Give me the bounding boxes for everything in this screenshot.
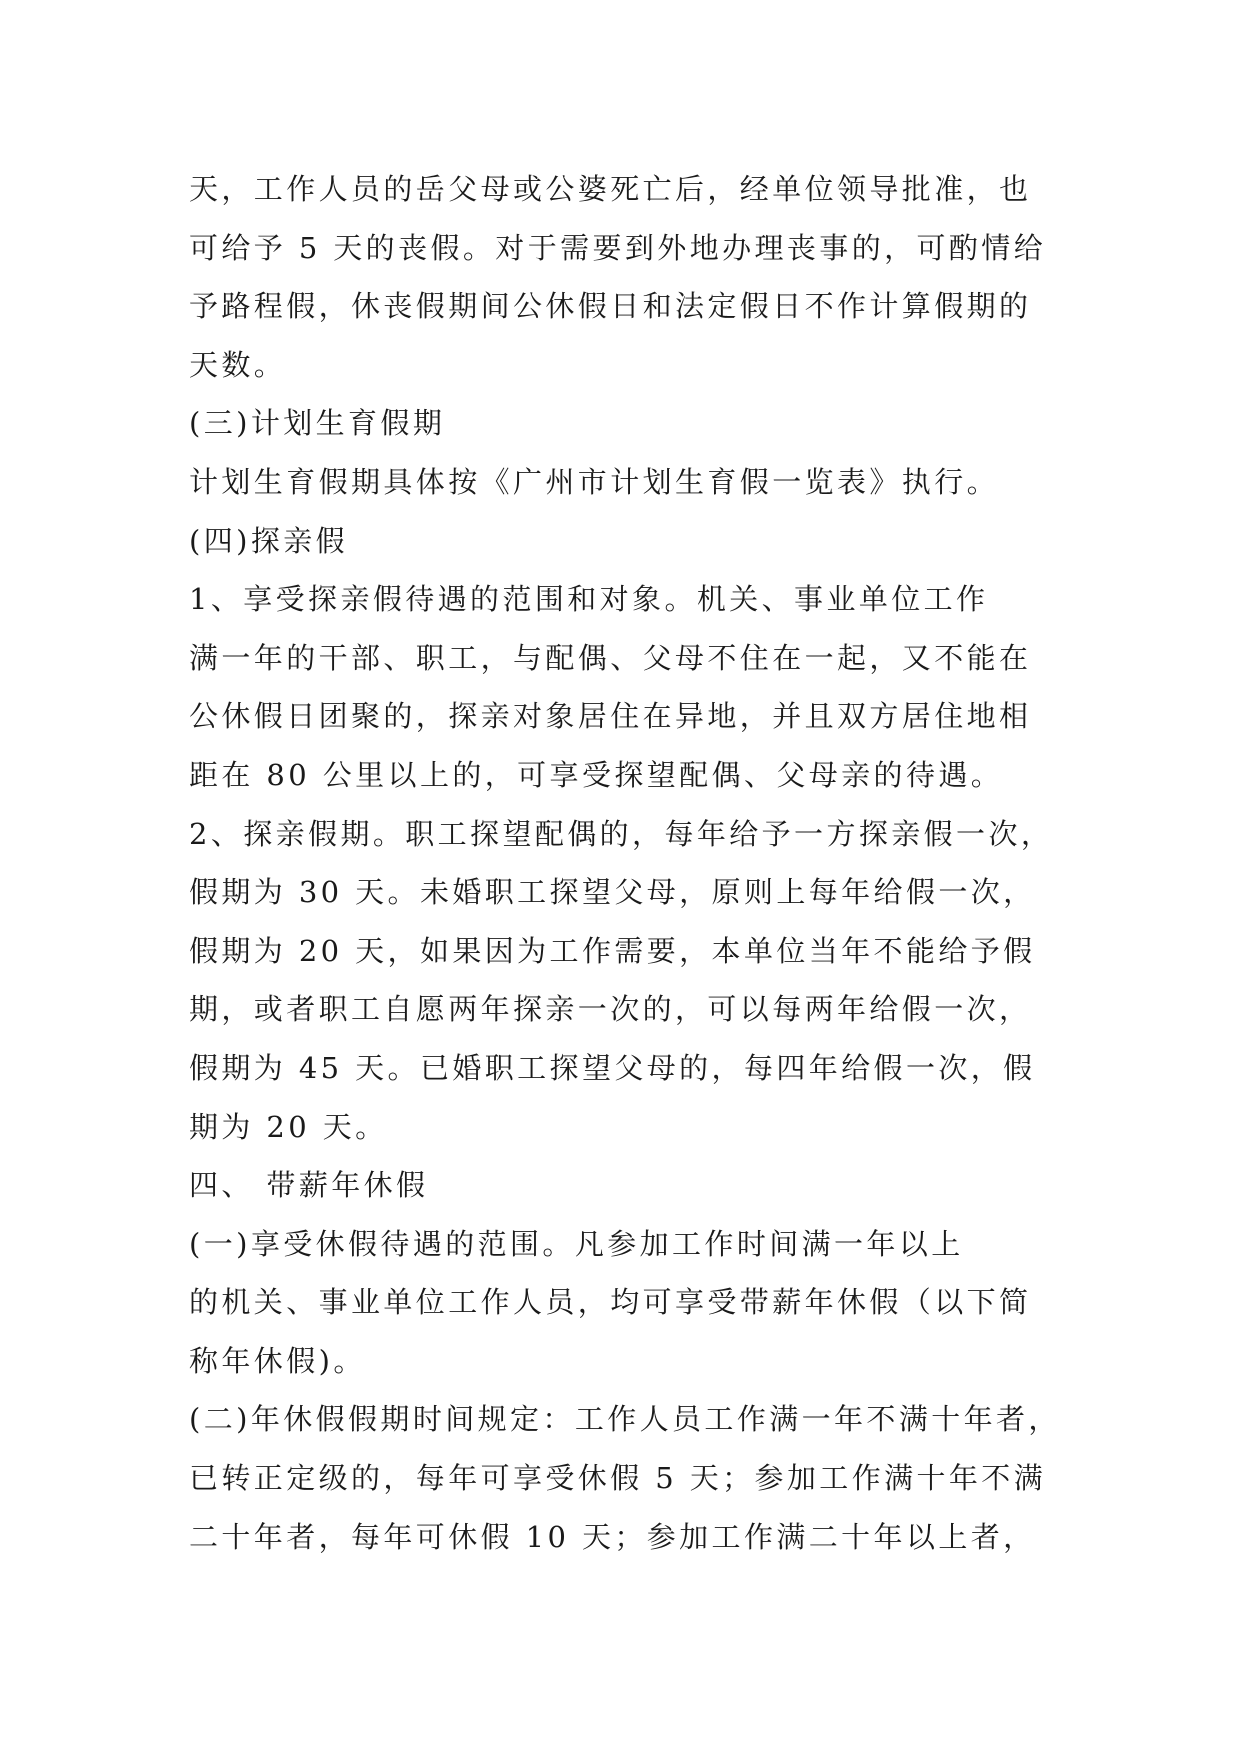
section-heading: (三)计划生育假期 <box>189 406 446 441</box>
text-line: 称年休假)。 <box>189 1343 366 1378</box>
text-line: 假期为 30 天。未婚职工探望父母，原则上每年给假一次， <box>189 875 1036 910</box>
text-line: (二)年休假假期时间规定：工作人员工作满一年不满十年者， <box>189 1402 1061 1437</box>
text-line: 期为 20 天。 <box>189 1109 388 1144</box>
text-line: 已转正定级的，每年可享受休假 5 天；参加工作满十年不满 <box>189 1461 1047 1496</box>
text-line: 假期为 20 天，如果因为工作需要，本单位当年不能给予假 <box>189 933 1036 968</box>
text-line: 2、探亲假期。职工探望配偶的，每年给予一方探亲假一次， <box>189 816 1054 851</box>
text-line: 二十年者，每年可休假 10 天；参加工作满二十年以上者， <box>189 1519 1036 1554</box>
text-line: 的机关、事业单位工作人员，均可享受带薪年休假（以下简 <box>189 1285 1032 1320</box>
text-line: 天数。 <box>189 347 287 382</box>
text-line: 距在 80 公里以上的，可享受探望配偶、父母亲的待遇。 <box>189 757 1004 792</box>
section-heading: (四)探亲假 <box>189 523 349 558</box>
text-line: 公休假日团聚的，探亲对象居住在异地，并且双方居住地相 <box>189 699 1032 734</box>
text-line: 期，或者职工自愿两年探亲一次的，可以每两年给假一次， <box>189 992 1032 1027</box>
text-line: 1、享受探亲假待遇的范围和对象。机关、事业单位工作 <box>189 582 989 617</box>
text-line: 计划生育假期具体按《广州市计划生育假一览表》执行。 <box>189 464 1000 499</box>
text-line: 假期为 45 天。已婚职工探望父母的，每四年给假一次，假 <box>189 1050 1036 1085</box>
text-line: 可给予 5 天的丧假。对于需要到外地办理丧事的，可酌情给 <box>189 230 1047 265</box>
text-line: (一)享受休假待遇的范围。凡参加工作时间满一年以上 <box>189 1226 964 1261</box>
text-line: 天，工作人员的岳父母或公婆死亡后，经单位领导批准，也 <box>189 172 1032 206</box>
section-heading: 四、 带薪年休假 <box>189 1168 429 1203</box>
text-line: 予路程假，休丧假期间公休假日和法定假日不作计算假期的 <box>189 289 1032 324</box>
document-body <box>189 160 1069 1566</box>
text-line: 满一年的干部、职工，与配偶、父母不住在一起，又不能在 <box>189 640 1032 675</box>
